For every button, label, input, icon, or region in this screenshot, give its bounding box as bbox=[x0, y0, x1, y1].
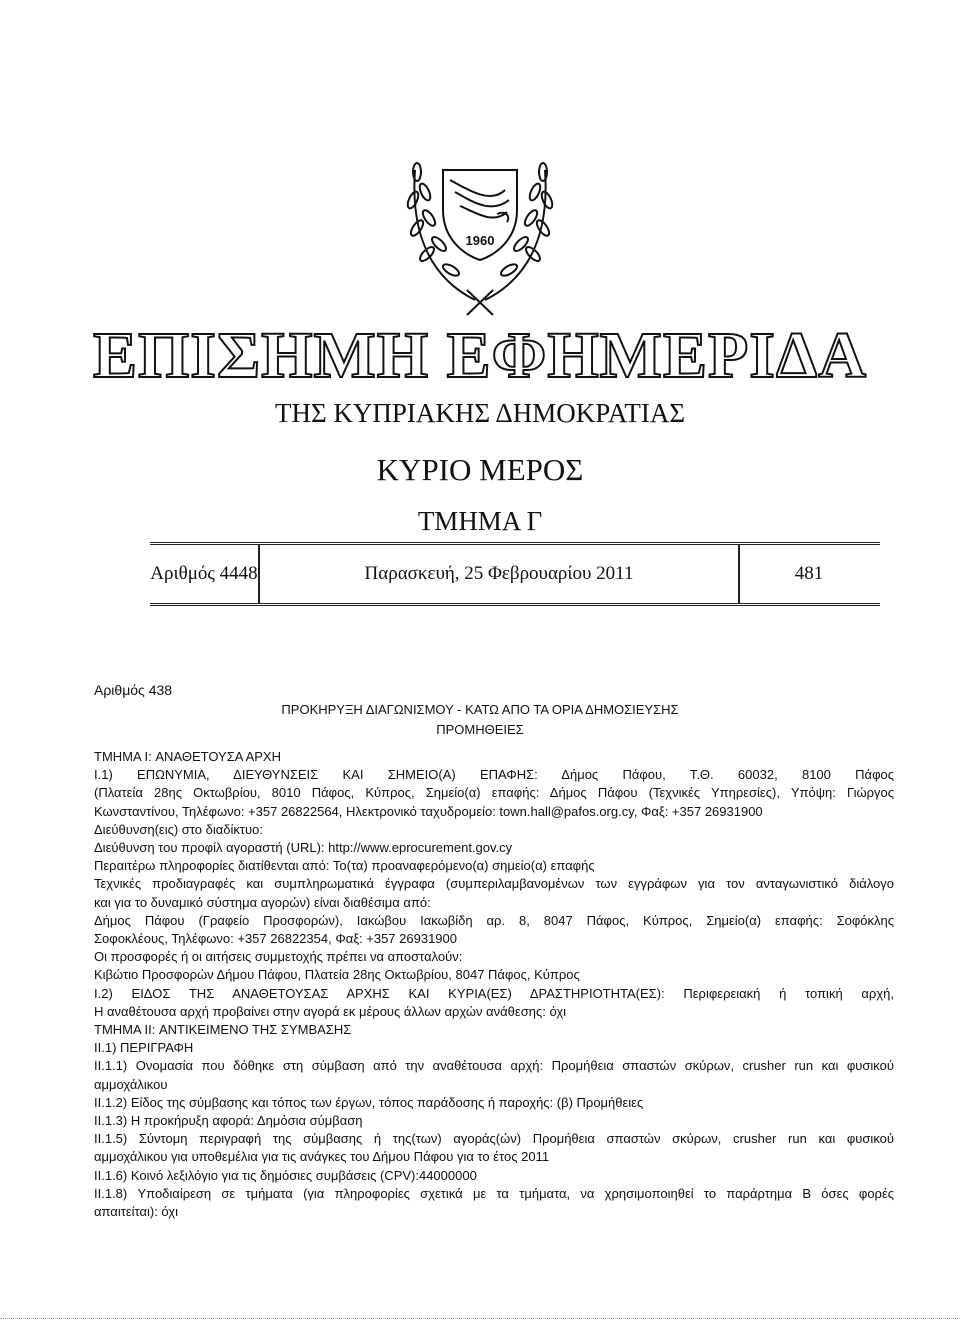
body-line: Τεχνικές προδιαγραφές και συμπληρωματικά έγγραφα (συμπεριλαμβανομένων των εγγράφων για τον ανταγωνιστικό διάλογο bbox=[94, 876, 894, 892]
body-line: Σοφοκλέους, Τηλέφωνο: +357 26822354, Φαξ: +357 26931900 bbox=[94, 931, 457, 947]
body-line: απαιτείται): όχι bbox=[94, 1204, 179, 1220]
body-line: και για το δυναμικό σύστημα αγορών) είναι διαθέσιμα από: bbox=[94, 894, 431, 910]
body-line: Οι προσφορές ή οι αιτήσεις συμμετοχής πρέπει να αποσταλούν: bbox=[94, 949, 463, 965]
body-line: Η αναθέτουσα αρχή προβαίνει στην αγορά εκ μέρους άλλων αρχών ανάθεσης: όχι bbox=[94, 1003, 567, 1019]
body-line: II.1.8) Υποδιαίρεση σε τμήματα (για πληροφορίες σχετικά με τα τμήματα, να χρησιμοποιηθεί το παράρτημα Β όσες φορές bbox=[94, 1185, 894, 1201]
body-line: Διεύθυνση(εις) στο διαδίκτυο: bbox=[94, 821, 263, 837]
body-line: II.1.2) Είδος της σύμβασης και τόπος των έργων, τόπος παράδοσης ή παροχής: (β) Προμήθειες bbox=[94, 1094, 644, 1110]
issue-date: Παρασκευή, 25 Φεβρουαρίου 2011 bbox=[258, 545, 740, 603]
notice-subheading: ΠΡΟΜΗΘΕΙΕΣ bbox=[436, 722, 524, 737]
notice-number: Αριθμός 438 bbox=[94, 682, 173, 698]
gazette-title: ΕΠΙΣΗΜΗ ΕΦΗΜΕΡΙΔΑ bbox=[92, 319, 868, 392]
issue-number: Αριθμός 4448 bbox=[150, 563, 258, 584]
body-line: II.1.3) Η προκήρυξη αφορά: Δημόσια σύμβαση bbox=[94, 1113, 363, 1129]
gazette-section: ΤΜΗΜΑ Γ bbox=[417, 506, 543, 536]
emblem-year: 1960 bbox=[465, 233, 495, 248]
cyprus-emblem-icon bbox=[405, 130, 555, 320]
body-line: II.1) ΠΕΡΙΓΡΑΦΗ bbox=[94, 1040, 194, 1056]
body-line: Περαιτέρω πληροφορίες διατίθενται από: Το(τα) προαναφερόμενο(α) σημείο(α) επαφής bbox=[94, 858, 595, 874]
page-number: 481 bbox=[794, 563, 824, 584]
issue-bar bbox=[150, 542, 880, 606]
bottom-divider bbox=[0, 1318, 960, 1319]
body-line: I.2) ΕΙΔΟΣ ΤΗΣ ΑΝΑΘΕΤΟΥΣΑΣ ΑΡΧΗΣ ΚΑΙ ΚΥΡΙΑ(ΕΣ) ΔΡΑΣΤΗΡΙΟΤΗΤΑ(ΕΣ): Περιφερειακή ή τοπική αρχή, bbox=[94, 985, 894, 1001]
body-line: αμμοχάλικου για υποθεμέλια για τις ανάγκες του Δήμου Πάφου για το έτος 2011 bbox=[94, 1149, 550, 1165]
body-line: II.1.6) Κοινό λεξιλόγιο για τις δημόσιες συμβάσεις (CPV):44000000 bbox=[94, 1167, 477, 1183]
body-line: (Πλατεία 28ης Οκτωβρίου, 8010 Πάφος, Κύπρος, Σημείο(α) επαφής: Δήμος Πάφου (Τεχνικές Υπηρεσίες), Υπόψη: Γιώργος bbox=[94, 785, 894, 801]
notice-body bbox=[94, 748, 894, 1221]
notice-heading: ΠΡΟΚΗΡΥΞΗ ΔΙΑΓΩΝΙΣΜΟΥ - ΚΑΤΩ ΑΠΟ ΤΑ ΟΡΙΑ ΔΗΜΟΣΙΕΥΣΗΣ bbox=[281, 702, 679, 717]
section-heading: ΤΜΗΜΑ I: ΑΝΑΘΕΤΟΥΣΑ ΑΡΧΗ bbox=[94, 749, 281, 764]
body-line: Δήμος Πάφου (Γραφείο Προσφορών), Ιακώβου Ιακωβίδη αρ. 8, 8047 Πάφος, Κύπρος, Σημείο(α) επαφής: Σοφόκλης bbox=[94, 912, 894, 928]
section-heading: ΤΜΗΜΑ II: ΑΝΤΙΚΕΙΜΕΝΟ ΤΗΣ ΣΥΜΒΑΣΗΣ bbox=[94, 1022, 352, 1038]
body-line: II.1.5) Σύντομη περιγραφή της σύμβασης ή της(των) αγοράς(ών) Προμήθεια σπαστών σκύρων, crusher run και φυσικού bbox=[94, 1131, 894, 1147]
gazette-subtitle: ΤΗΣ ΚΥΠΡΙΑΚΗΣ ΔΗΜΟΚΡΑΤΙΑΣ bbox=[274, 398, 686, 428]
body-line: Κιβώτιο Προσφορών Δήμου Πάφου, Πλατεία 28ης Οκτωβρίου, 8047 Πάφος, Κύπρος bbox=[94, 967, 580, 983]
gazette-part: ΚΥΡΙΟ ΜΕΡΟΣ bbox=[376, 452, 584, 487]
body-line: Κωνσταντίνου, Τηλέφωνο: +357 26822564, Ηλεκτρονικό ταχυδρομείο: town.hall@pafos.org.cy, Φαξ: +357 26931900 bbox=[94, 803, 763, 819]
body-line: αμμοχάλικου bbox=[94, 1076, 168, 1092]
body-line: Διεύθυνση του προφίλ αγοραστή (URL): http://www.eprocurement.gov.cy bbox=[94, 840, 513, 856]
body-line: II.1.1) Ονομασία που δόθηκε στη σύμβαση από την αναθέτουσα αρχή: Προμήθεια σπαστών σκύρων, crusher run και φυσικού bbox=[94, 1058, 894, 1074]
body-line: I.1) ΕΠΩΝΥΜΙΑ, ΔΙΕΥΘΥΝΣΕΙΣ ΚΑΙ ΣΗΜΕΙΟ(Α) ΕΠΑΦΗΣ: Δήμος Πάφου, Τ.Θ. 60032, 8100 Πάφος bbox=[94, 767, 894, 783]
